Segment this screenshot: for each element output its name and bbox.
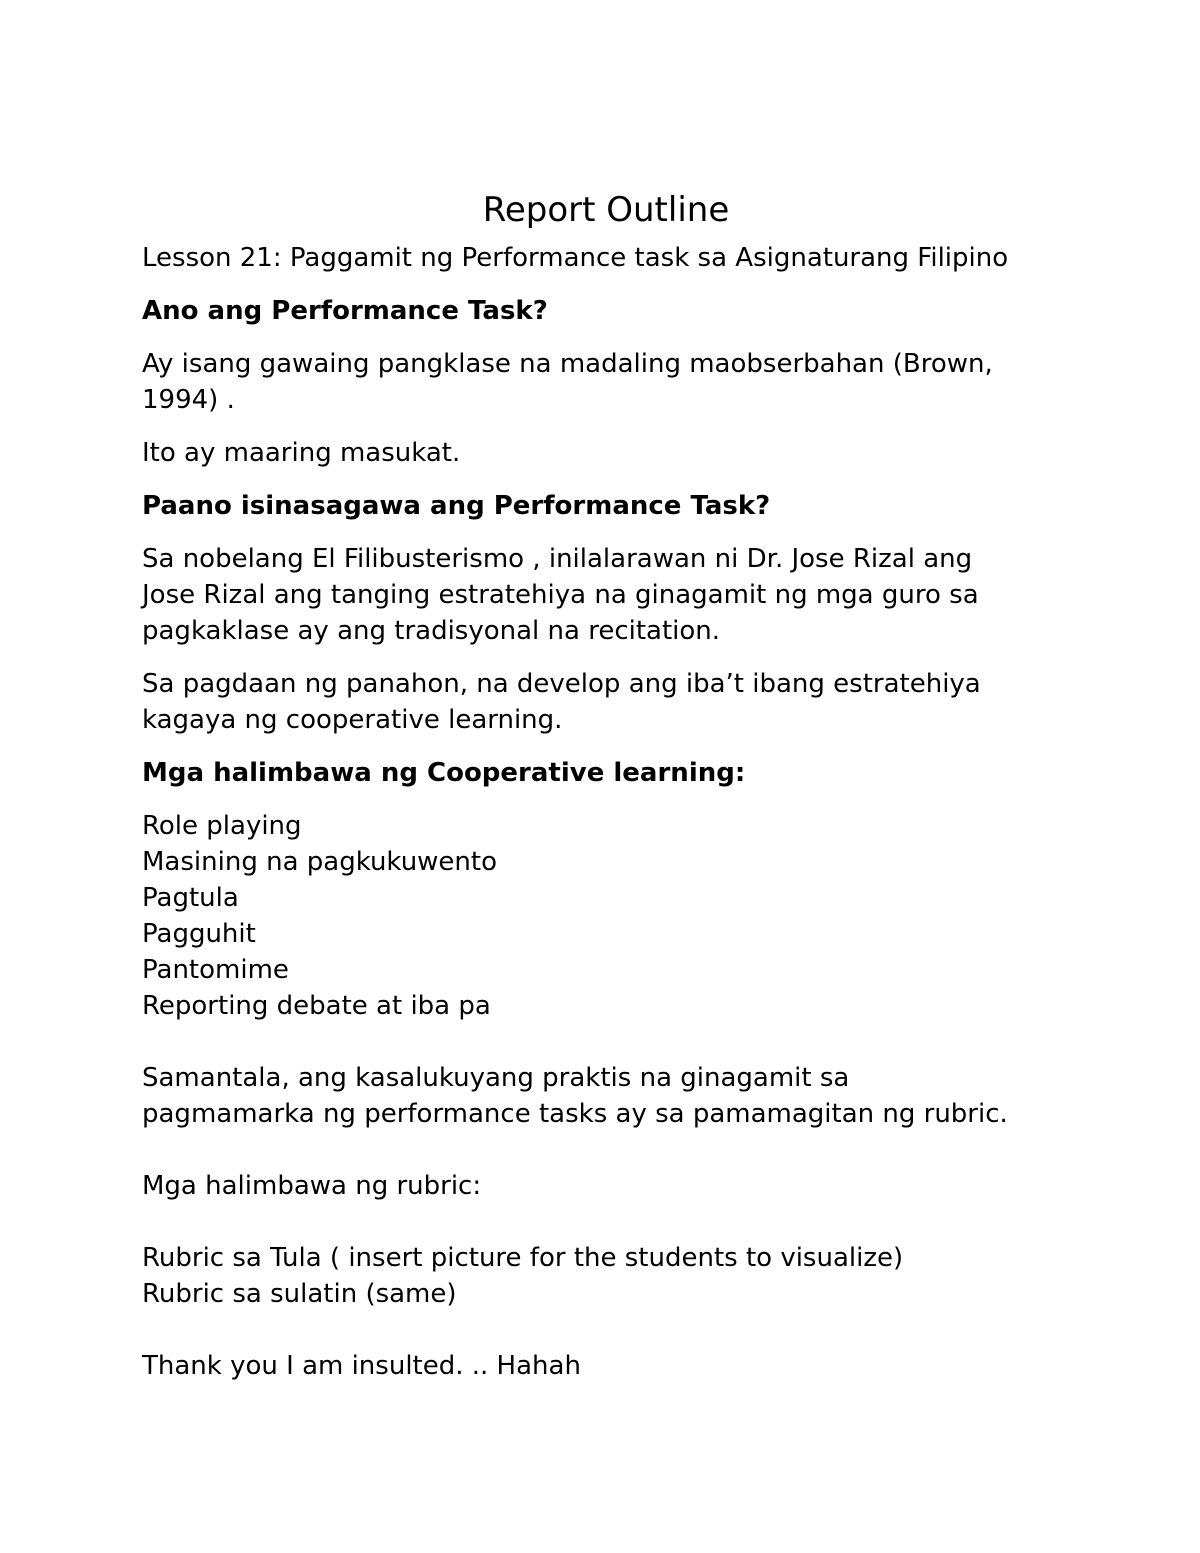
- text-line: kagaya ng cooperative learning.: [142, 705, 563, 735]
- list-item: Reporting debate at iba pa: [142, 991, 491, 1021]
- text-line: 1994) .: [142, 385, 235, 415]
- list-item: Pantomime: [142, 955, 289, 985]
- paragraph-strategies: [142, 666, 1072, 738]
- blank-line: [142, 1132, 1072, 1168]
- text-line: Jose Rizal ang tanging estratehiya na ginagamit ng mga guro sa: [142, 580, 979, 610]
- rubric-intro: Mga halimbawa ng rubric:: [142, 1171, 482, 1201]
- text-line: pagkaklase ay ang tradisyonal na recitation.: [142, 616, 721, 646]
- text-line: Ito ay maaring masukat.: [142, 438, 461, 468]
- document-body: [142, 186, 1072, 1384]
- blank-line: [142, 1204, 1072, 1240]
- blank-line: [142, 1024, 1072, 1060]
- text-line: Ay isang gawaing pangklase na madaling maobserbahan (Brown,: [142, 349, 993, 379]
- text-line: Samantala, ang kasalukuyang praktis na ginagamit sa: [142, 1063, 850, 1093]
- list-item: Pagtula: [142, 883, 239, 913]
- text-line: Sa nobelang El Filibusterismo , inilalarawan ni Dr. Jose Rizal ang: [142, 544, 973, 574]
- document-title: Report Outline: [482, 190, 730, 230]
- paragraph-rizal: [142, 541, 1072, 649]
- blank-line: [142, 1312, 1072, 1348]
- list-item: Pagguhit: [142, 919, 256, 949]
- rubric-item: Rubric sa sulatin (same): [142, 1279, 457, 1309]
- paragraph-measurable: [142, 435, 1072, 471]
- list-item: Masining na pagkukuwento: [142, 847, 498, 877]
- text-line: Sa pagdaan ng panahon, na develop ang iba’t ibang estratehiya: [142, 669, 981, 699]
- paragraph-definition: [142, 346, 1072, 418]
- list-item: Role playing: [142, 811, 302, 841]
- text-line: pagmamarka ng performance tasks ay sa pamamagitan ng rubric.: [142, 1099, 1008, 1129]
- rubric-item: Rubric sa Tula ( insert picture for the students to visualize): [142, 1243, 904, 1273]
- closing-line: Thank you I am insulted. .. Hahah: [142, 1351, 581, 1381]
- section-heading-how: Paano isinasagawa ang Performance Task?: [142, 491, 771, 521]
- section-heading-what-is: Ano ang Performance Task?: [142, 296, 548, 326]
- cooperative-learning-list: [142, 808, 1072, 1384]
- section-heading-examples: Mga halimbawa ng Cooperative learning:: [142, 758, 746, 788]
- lesson-line: Lesson 21: Paggamit ng Performance task sa Asignaturang Filipino: [142, 243, 1009, 273]
